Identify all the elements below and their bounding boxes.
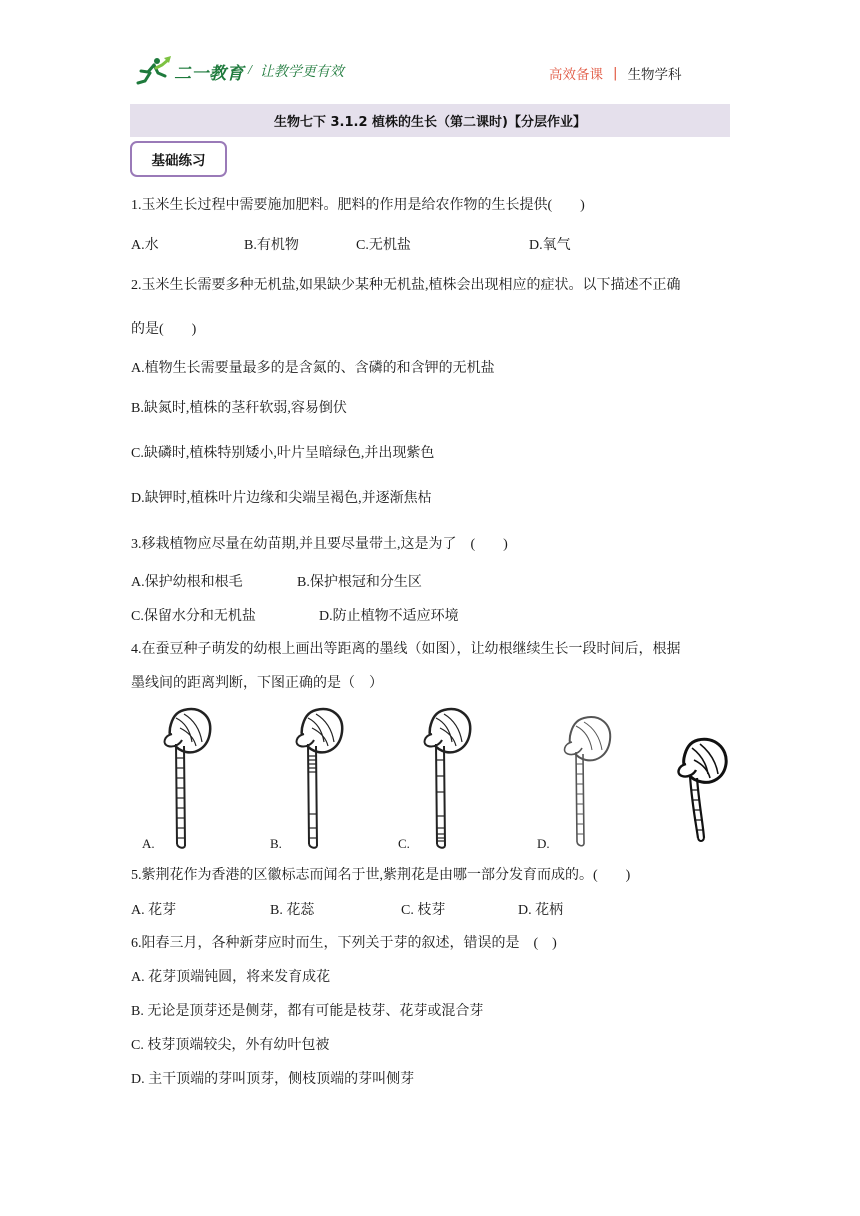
question-2-stem: 2.玉米生长需要多种无机盐,如果缺少某种无机盐,植株会出现相应的症状。以下描述不正确	[131, 278, 681, 293]
question-1-option-d: D.氧气	[529, 238, 571, 253]
brand-name: 二一教育	[174, 63, 244, 84]
figure-label-a: A.	[142, 836, 155, 851]
question-3-option-b: B.保护根冠和分生区	[297, 575, 422, 590]
question-3-option-c: C.保留水分和无机盐	[131, 609, 256, 624]
question-6-option-d: D. 主干顶端的芽叫顶芽，侧枝顶端的芽叫侧芽	[131, 1072, 415, 1087]
question-2-stem-continued: 的是( )	[131, 322, 197, 337]
question-5-stem: 5.紫荆花作为香港的区徽标志而闻名于世,紫荆花是由哪一部分发育而成的。( )	[131, 868, 631, 883]
question-4-stem: 4.在蚕豆种子萌发的幼根上画出等距离的墨线（如图），让幼根继续生长一段时间后，根据	[131, 642, 681, 657]
seedling-figure-a	[282, 704, 352, 850]
subject-label: 生物学科	[627, 67, 682, 83]
question-1-option-c: C.无机盐	[356, 238, 411, 253]
header-right	[549, 63, 682, 83]
question-1-option-a: A.水	[131, 238, 159, 253]
brand-logo	[136, 54, 344, 88]
question-6-option-c: C. 枝芽顶端较尖，外有幼叶包被	[131, 1038, 330, 1053]
seedling-figure-original	[150, 704, 220, 850]
question-5-option-b: B. 花蕊	[270, 903, 315, 918]
slogan-separator: /	[248, 63, 252, 78]
question-1-option-b: B.有机物	[244, 238, 299, 253]
question-5-option-a: A. 花芽	[131, 903, 177, 918]
question-2-option-c: C.缺磷时,植株特别矮小,叶片呈暗绿色,并出现紫色	[131, 446, 435, 461]
question-2-option-b: B.缺氮时,植株的茎秆软弱,容易倒伏	[131, 401, 347, 416]
page-title: 生物七下 3.1.2 植株的生长（第二课时)【分层作业】	[130, 104, 730, 137]
header-divider: |	[613, 65, 618, 81]
question-5-option-c: C. 枝芽	[401, 903, 446, 918]
seedling-figure-d	[670, 734, 732, 844]
course-label: 高效备课	[549, 67, 603, 83]
seedling-figure-c	[550, 712, 620, 852]
seedling-figure-b	[410, 704, 480, 850]
question-3-stem: 3.移栽植物应尽量在幼苗期,并且要尽量带土,这是为了 ( )	[131, 537, 508, 552]
question-1-stem: 1.玉米生长过程中需要施加肥料。肥料的作用是给农作物的生长提供( )	[131, 198, 585, 213]
figure-label-b: B.	[270, 836, 282, 851]
question-2-option-a: A.植物生长需要量最多的是含氮的、含磷的和含钾的无机盐	[131, 361, 495, 376]
section-tag: 基础练习	[130, 141, 227, 177]
question-3-option-a: A.保护幼根和根毛	[131, 575, 243, 590]
question-6-option-b: B. 无论是顶芽还是侧芽，都有可能是枝芽、花芽或混合芽	[131, 1004, 484, 1019]
question-3-option-d: D.防止植物不适应环境	[319, 609, 459, 624]
running-figure-icon	[136, 56, 172, 86]
figure-label-d: D.	[537, 836, 550, 851]
question-6-option-a: A. 花芽顶端钝圆，将来发育成花	[131, 970, 331, 985]
brand-slogan: 让教学更有效	[259, 64, 344, 80]
question-5-option-d: D. 花柄	[518, 903, 564, 918]
figure-label-c: C.	[398, 836, 410, 851]
question-2-option-d: D.缺钾时,植株叶片边缘和尖端呈褐色,并逐渐焦枯	[131, 491, 432, 506]
question-4-stem-continued: 墨线间的距离判断，下图正确的是（ ）	[131, 676, 383, 691]
question-6-stem: 6.阳春三月，各种新芽应时而生，下列关于芽的叙述，错误的是 ( )	[131, 936, 557, 951]
